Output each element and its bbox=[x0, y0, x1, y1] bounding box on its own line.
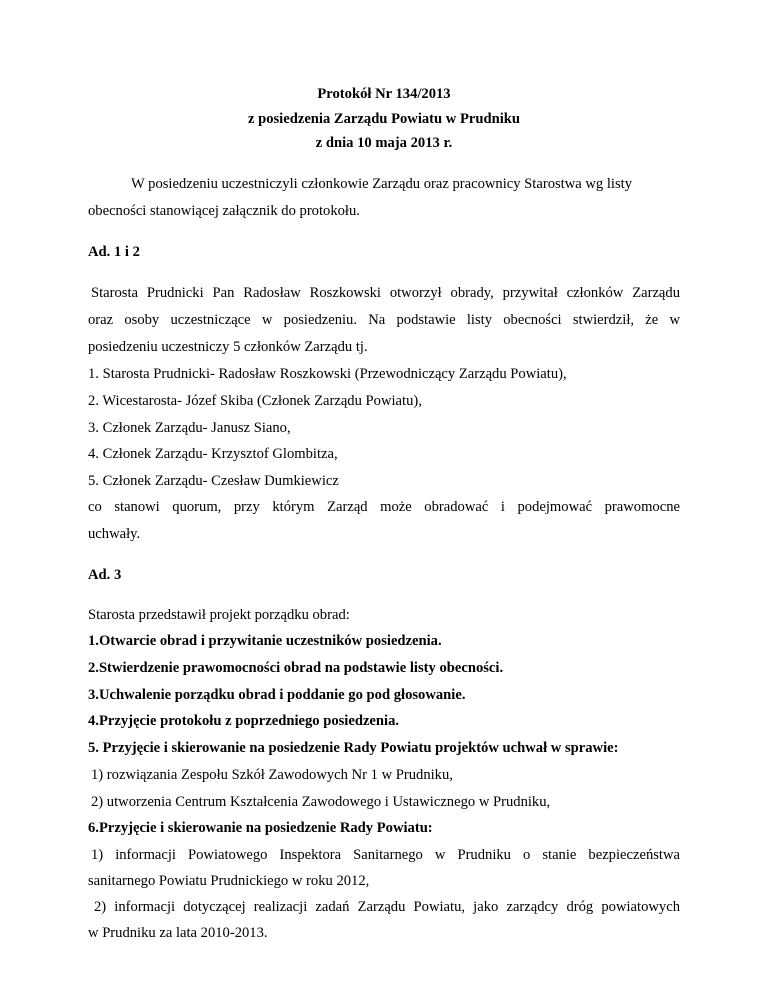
agenda-item: 1.Otwarcie obrad i przywitanie uczestników posiedzenia. bbox=[88, 633, 442, 649]
agenda-item: 6.Przyjęcie i skierowanie na posiedzenie Rady Powiatu: bbox=[88, 820, 433, 836]
section-heading-ad-1-2: Ad. 1 i 2 bbox=[88, 244, 140, 260]
agenda-subitem: 1) rozwiązania Zespołu Szkół Zawodowych Nr 1 w Prudniku, bbox=[91, 767, 453, 783]
agenda-intro: Starosta przedstawił projekt porządku obrad: bbox=[88, 607, 350, 623]
quorum-line: uchwały. bbox=[88, 526, 141, 542]
member-list-item: 4. Członek Zarządu- Krzysztof Glombitza, bbox=[88, 446, 338, 462]
member-list-item: 5. Członek Zarządu- Czesław Dumkiewicz bbox=[88, 473, 339, 489]
agenda-subitem: sanitarnego Powiatu Prudnickiego w roku 2012, bbox=[88, 873, 370, 889]
paragraph-line: Starosta Prudnicki Pan Radosław Roszkowski otworzył obrady, przywitał członków Zarządu bbox=[91, 285, 680, 301]
protocol-subtitle: z posiedzenia Zarządu Powiatu w Prudniku bbox=[247, 111, 521, 127]
protocol-title: Protokół Nr 134/2013 bbox=[317, 86, 451, 102]
agenda-subitem: 1) informacji Powiatowego Inspektora Sanitarnego w Prudniku o stanie bezpieczeństwa bbox=[91, 847, 680, 863]
agenda-item: 3.Uchwalenie porządku obrad i poddanie go pod głosowanie. bbox=[88, 687, 466, 703]
agenda-subitem: 2) informacji dotyczącej realizacji zadań Zarządu Powiatu, jako zarządcy dróg powiatowych bbox=[94, 899, 680, 915]
member-list-item: 3. Członek Zarządu- Janusz Siano, bbox=[88, 420, 291, 436]
agenda-subitem: 2) utworzenia Centrum Kształcenia Zawodowego i Ustawicznego w Prudniku, bbox=[91, 794, 551, 810]
quorum-line: co stanowi quorum, przy którym Zarząd może obradować i podejmować prawomocne bbox=[88, 499, 680, 515]
section-heading-ad-3: Ad. 3 bbox=[88, 567, 122, 583]
member-list-item: 1. Starosta Prudnicki- Radosław Roszkowski (Przewodniczący Zarządu Powiatu), bbox=[88, 366, 567, 382]
agenda-item: 4.Przyjęcie protokołu z poprzedniego posiedzenia. bbox=[88, 713, 400, 729]
protocol-date: z dnia 10 maja 2013 r. bbox=[315, 135, 453, 151]
intro-line-1: W posiedzeniu uczestniczyli członkowie Zarządu oraz pracownicy Starostwa wg listy bbox=[131, 176, 633, 192]
paragraph-line: posiedzeniu uczestniczy 5 członków Zarządu tj. bbox=[88, 339, 368, 355]
agenda-subitem: w Prudniku za lata 2010-2013. bbox=[88, 925, 268, 941]
intro-line-2: obecności stanowiącej załącznik do protokołu. bbox=[88, 203, 360, 219]
paragraph-line: oraz osoby uczestniczące w posiedzeniu. Na podstawie listy obecności stwierdził, że w bbox=[88, 312, 680, 328]
member-list-item: 2. Wicestarosta- Józef Skiba (Członek Zarządu Powiatu), bbox=[88, 393, 422, 409]
agenda-item: 2.Stwierdzenie prawomocności obrad na podstawie listy obecności. bbox=[88, 660, 504, 676]
agenda-item: 5. Przyjęcie i skierowanie na posiedzenie Rady Powiatu projektów uchwał w sprawie: bbox=[88, 740, 619, 756]
